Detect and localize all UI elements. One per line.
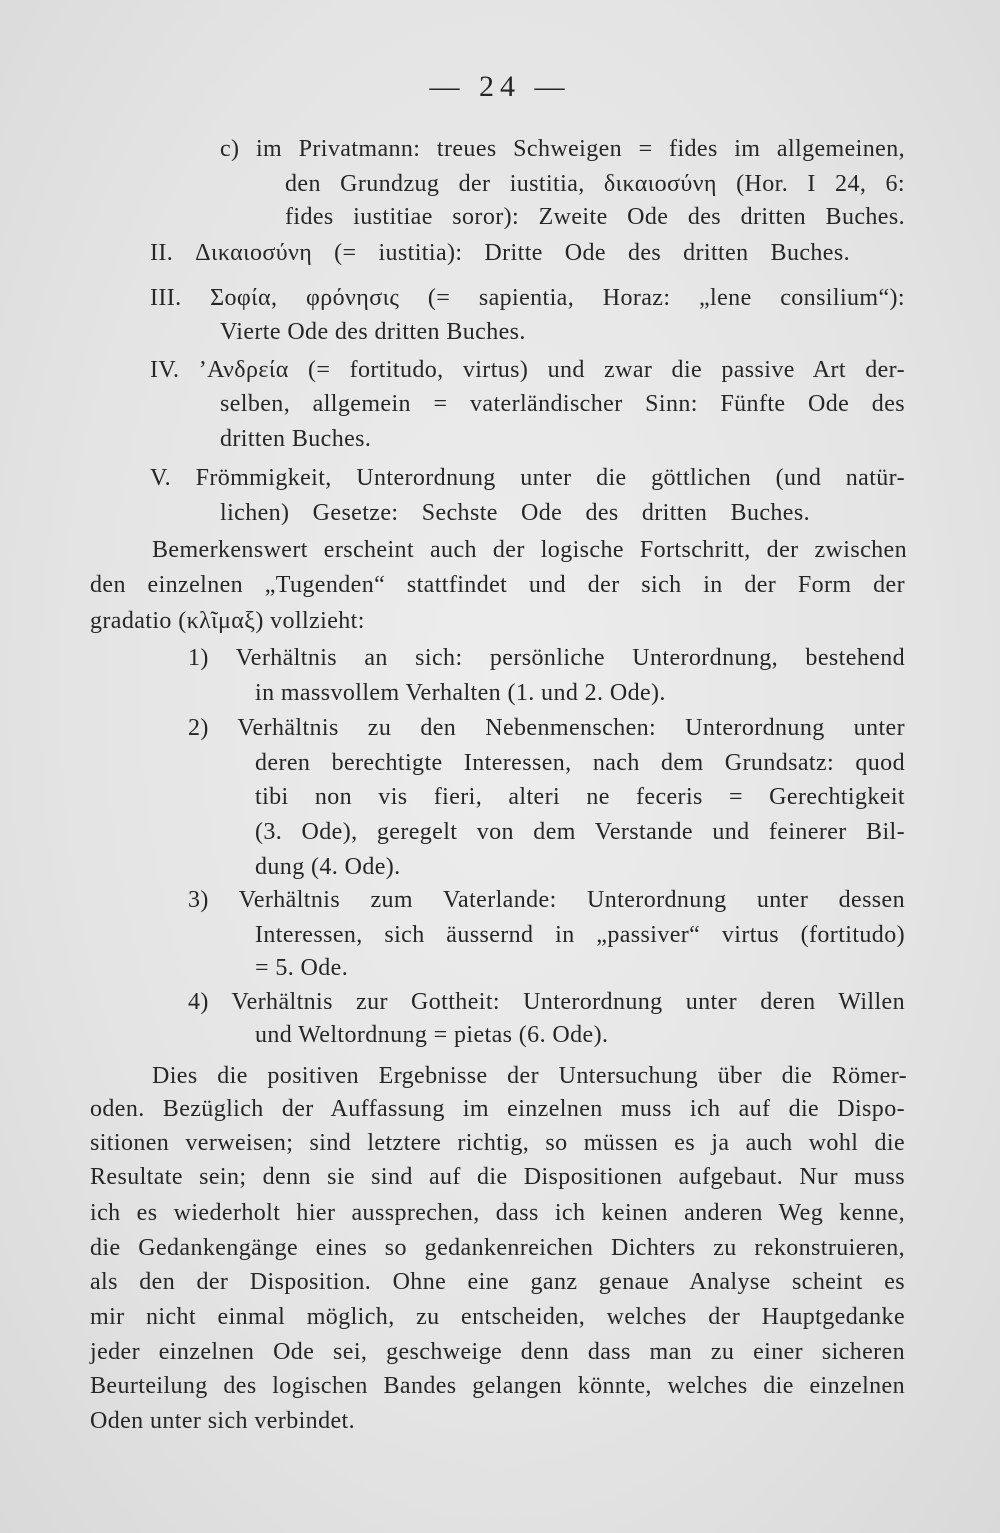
text-line: III. Σοφία, φρόνησις (= sapientia, Horaz: „lene consilium“):: [150, 285, 905, 311]
text-line: gradatio (κλῖμαξ) vollzieht:: [90, 608, 365, 634]
text-line: Vierte Ode des dritten Buches.: [220, 319, 526, 345]
text-line: 4) Verhältnis zur Gottheit: Unterordnung unter deren Willen: [188, 989, 905, 1015]
text-line: lichen) Gesetze: Sechste Ode des dritten Buches.: [220, 500, 810, 526]
text-line: ich es wiederholt hier aussprechen, dass ich keinen anderen Weg kenne,: [90, 1200, 905, 1226]
text-line: Interessen, sich äussernd in „passiver“ virtus (fortitudo): [255, 922, 905, 948]
text-line: Beurteilung des logischen Bandes gelangen könnte, welches die einzelnen: [90, 1373, 905, 1399]
text-line: 1) Verhältnis an sich: persönliche Unterordnung, bestehend: [188, 645, 905, 671]
text-line: den Grundzug der iustitia, δικαιοσύνη (Hor. I 24, 6:: [285, 171, 905, 197]
page-number: — 24 —: [429, 70, 571, 103]
text-line: und Weltordnung = pietas (6. Ode).: [255, 1022, 609, 1048]
text-line: oden. Bezüglich der Auffassung im einzelnen muss ich auf die Dispo-: [90, 1096, 905, 1122]
text-line: in massvollem Verhalten (1. und 2. Ode).: [255, 680, 666, 706]
text-line: mir nicht einmal möglich, zu entscheiden, welches der Hauptgedanke: [90, 1304, 905, 1330]
text-line: dung (4. Ode).: [255, 854, 401, 880]
text-line: = 5. Ode.: [255, 955, 349, 981]
text-line: deren berechtigte Interessen, nach dem Grundsatz: quod: [255, 750, 905, 776]
text-line: IV. ’Ανδρεία (= fortitudo, virtus) und zwar die passive Art der-: [150, 357, 905, 383]
text-line: jeder einzelnen Ode sei, geschweige denn dass man zu einer sicheren: [90, 1339, 905, 1365]
text-line: tibi non vis fieri, alteri ne feceris = Gerechtigkeit: [255, 784, 905, 810]
text-line: dritten Buches.: [220, 426, 372, 452]
text-line: den einzelnen „Tugenden“ stattfindet und der sich in der Form der: [90, 572, 905, 598]
text-line: Bemerkenswert erscheint auch der logische Fortschritt, der zwischen: [152, 537, 907, 563]
text-line: V. Frömmigkeit, Unterordnung unter die göttlichen (und natür-: [150, 465, 905, 491]
text-line: II. Δικαιοσύνη (= iustitia): Dritte Ode des dritten Buches.: [150, 240, 850, 266]
text-line: fides iustitiae soror): Zweite Ode des dritten Buches.: [285, 204, 905, 230]
text-line: Dies die positiven Ergebnisse der Untersuchung über die Römer-: [152, 1063, 907, 1089]
text-line: (3. Ode), geregelt von dem Verstande und feinerer Bil-: [255, 819, 905, 845]
text-line: 2) Verhältnis zu den Nebenmenschen: Unterordnung unter: [188, 715, 905, 741]
text-line: als den der Disposition. Ohne eine ganz genaue Analyse scheint es: [90, 1269, 905, 1295]
text-line: c) im Privatmann: treues Schweigen = fides im allgemeinen,: [220, 136, 905, 162]
text-line: 3) Verhältnis zum Vaterlande: Unterordnung unter dessen: [188, 887, 905, 913]
text-line: Oden unter sich verbindet.: [90, 1408, 355, 1434]
text-line: sitionen verweisen; sind letztere richtig, so müssen es ja auch wohl die: [90, 1130, 905, 1156]
text-line: selben, allgemein = vaterländischer Sinn: Fünfte Ode des: [220, 391, 905, 417]
text-line: die Gedankengänge eines so gedankenreichen Dichters zu rekonstruieren,: [90, 1235, 905, 1261]
text-line: Resultate sein; denn sie sind auf die Dispositionen aufgebaut. Nur muss: [90, 1164, 905, 1190]
